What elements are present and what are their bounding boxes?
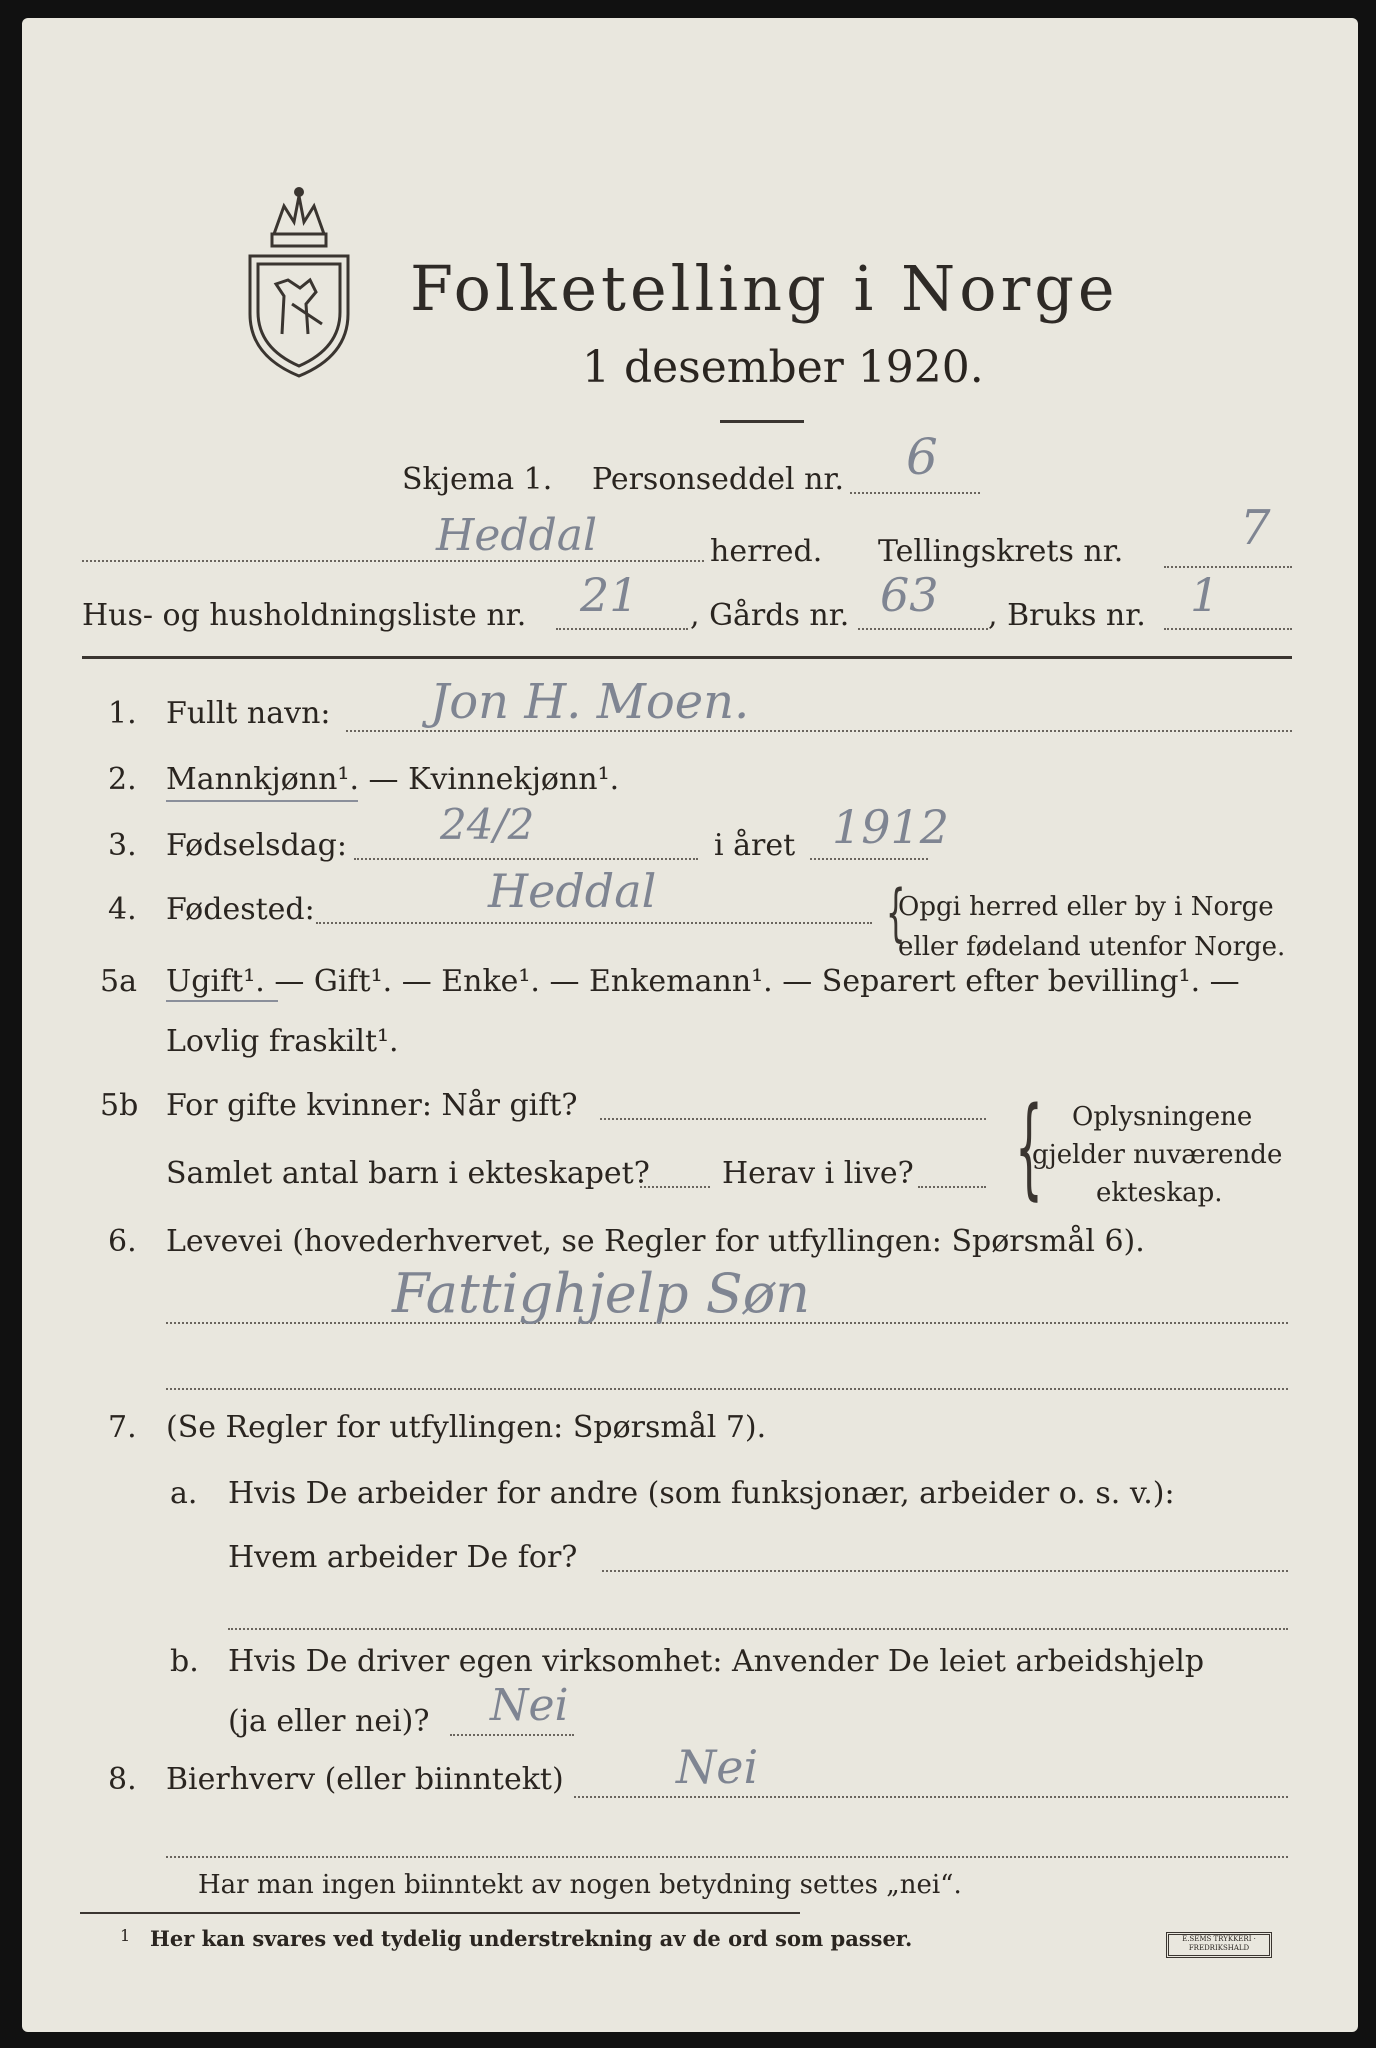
q3-label: Fødselsdag: bbox=[166, 828, 347, 863]
q4-line bbox=[316, 922, 872, 924]
q6-line2 bbox=[166, 1388, 1288, 1390]
q6-label: Levevei (hovederhvervet, se Regler for utfyllingen: Spørsmål 6). bbox=[166, 1224, 1145, 1259]
q1-value[interactable]: Jon H. Moen. bbox=[430, 674, 750, 730]
q5b-alive-line bbox=[918, 1186, 986, 1188]
personseddel-line bbox=[850, 492, 980, 494]
q7a-line1 bbox=[602, 1570, 1288, 1572]
q5b-children-line bbox=[640, 1186, 710, 1188]
q3-line bbox=[354, 858, 698, 860]
printer-stamp: E.SEMS TRYKKERI · FREDRIKSHALD bbox=[1166, 1932, 1272, 1958]
q4-note-line2: eller fødeland utenfor Norge. bbox=[898, 932, 1286, 962]
q4-number: 4. bbox=[108, 892, 137, 927]
q2-number: 2. bbox=[108, 762, 137, 797]
q5a-label-line2: Lovlig fraskilt¹. bbox=[166, 1024, 399, 1059]
husliste-label: Hus- og husholdningsliste nr. bbox=[82, 598, 527, 633]
q8-line1 bbox=[574, 1796, 1288, 1798]
herred-line bbox=[82, 560, 704, 562]
q5b-note-line3: ekteskap. bbox=[1096, 1178, 1223, 1208]
bruks-line bbox=[1164, 628, 1292, 630]
q6-value[interactable]: Fattighjelp Søn bbox=[392, 1262, 810, 1325]
husliste-line bbox=[556, 628, 688, 630]
herred-label: herred. bbox=[710, 534, 823, 569]
q4-note-line1: Opgi herred eller by i Norge bbox=[898, 892, 1274, 922]
q2-label: Mannkjønn¹. — Kvinnekjønn¹. bbox=[166, 762, 620, 797]
gards-value[interactable]: 63 bbox=[880, 568, 939, 622]
q7b-label: Hvis De driver egen virksomhet: Anvender De leiet arbeidshjelp bbox=[228, 1644, 1205, 1679]
q7-label: (Se Regler for utfyllingen: Spørsmål 7). bbox=[166, 1410, 767, 1445]
norway-coat-of-arms-icon bbox=[244, 184, 354, 380]
gards-line bbox=[858, 628, 988, 630]
q5a-number: 5a bbox=[100, 964, 137, 999]
title-divider bbox=[720, 420, 804, 423]
q7a-line2 bbox=[228, 1628, 1288, 1630]
q7b-value[interactable]: Nei bbox=[490, 1680, 569, 1731]
header-divider bbox=[82, 656, 1292, 659]
q4-brace: { bbox=[885, 876, 906, 949]
tellingskrets-label: Tellingskrets nr. bbox=[878, 534, 1124, 569]
q3-year-value[interactable]: 1912 bbox=[832, 800, 950, 854]
q3-year-label: i året bbox=[714, 828, 796, 863]
q5b-line bbox=[600, 1118, 986, 1120]
q1-line bbox=[346, 730, 1292, 732]
gards-label: , Gårds nr. bbox=[690, 598, 850, 633]
tellingskrets-value[interactable]: 7 bbox=[1240, 500, 1271, 556]
q7b-label-line2: (ja eller nei)? bbox=[228, 1704, 430, 1739]
q7b-number: b. bbox=[170, 1644, 199, 1679]
footnote-number: 1 bbox=[120, 1926, 131, 1945]
q7b-line bbox=[450, 1734, 574, 1736]
q2-underline-mark bbox=[166, 800, 358, 802]
q5b-label-line2: Samlet antal barn i ekteskapet? bbox=[166, 1156, 650, 1191]
q7a-number: a. bbox=[170, 1476, 198, 1511]
footnote-text: Her kan svares ved tydelig understrekning av de ord som passer. bbox=[150, 1926, 913, 1951]
q3-value[interactable]: 24/2 bbox=[440, 800, 535, 849]
q8-label: Bierhverv (eller biinntekt) bbox=[166, 1762, 564, 1797]
q5b-number: 5b bbox=[100, 1088, 139, 1123]
q7-number: 7. bbox=[108, 1410, 137, 1445]
q5b-label-line3: Herav i live? bbox=[722, 1156, 914, 1191]
q4-value[interactable]: Heddal bbox=[488, 864, 657, 918]
q5b-note-line2: gjelder nuværende bbox=[1032, 1140, 1283, 1170]
census-date: 1 desember 1920. bbox=[582, 342, 984, 393]
husliste-value[interactable]: 21 bbox=[580, 568, 639, 622]
q1-number: 1. bbox=[108, 696, 137, 731]
q6-number: 6. bbox=[108, 1224, 137, 1259]
personseddel-label: Personseddel nr. bbox=[592, 462, 845, 497]
q7a-label-line2: Hvem arbeider De for? bbox=[228, 1540, 578, 1575]
form-title: Folketelling i Norge bbox=[410, 252, 1119, 325]
footnote-divider bbox=[80, 1912, 800, 1914]
tellingskrets-line bbox=[1164, 566, 1292, 568]
herred-value[interactable]: Heddal bbox=[436, 510, 598, 561]
personseddel-value[interactable]: 6 bbox=[906, 428, 938, 486]
q5b-note-line1: Oplysningene bbox=[1072, 1102, 1253, 1132]
q3-number: 3. bbox=[108, 828, 137, 863]
q8-line2 bbox=[166, 1856, 1288, 1858]
q5b-label: For gifte kvinner: Når gift? bbox=[166, 1088, 578, 1123]
bruks-value[interactable]: 1 bbox=[1190, 568, 1220, 622]
q8-value[interactable]: Nei bbox=[676, 1740, 759, 1794]
q7a-label: Hvis De arbeider for andre (som funksjonær, arbeider o. s. v.): bbox=[228, 1476, 1175, 1511]
q1-label: Fullt navn: bbox=[166, 696, 331, 731]
q8-number: 8. bbox=[108, 1762, 137, 1797]
schema-label: Skjema 1. bbox=[402, 462, 553, 497]
q5a-underline-mark bbox=[166, 1000, 278, 1002]
q5a-label: Ugift¹. — Gift¹. — Enke¹. — Enkemann¹. — Separert efter bevilling¹. — bbox=[166, 964, 1240, 999]
q3-year-line bbox=[810, 858, 928, 860]
bruks-label: , Bruks nr. bbox=[988, 598, 1146, 633]
q4-label: Fødested: bbox=[166, 892, 315, 927]
q5b-brace: { bbox=[1015, 1083, 1043, 1211]
nei-note: Har man ingen biinntekt av nogen betydning settes „nei“. bbox=[198, 1870, 962, 1900]
